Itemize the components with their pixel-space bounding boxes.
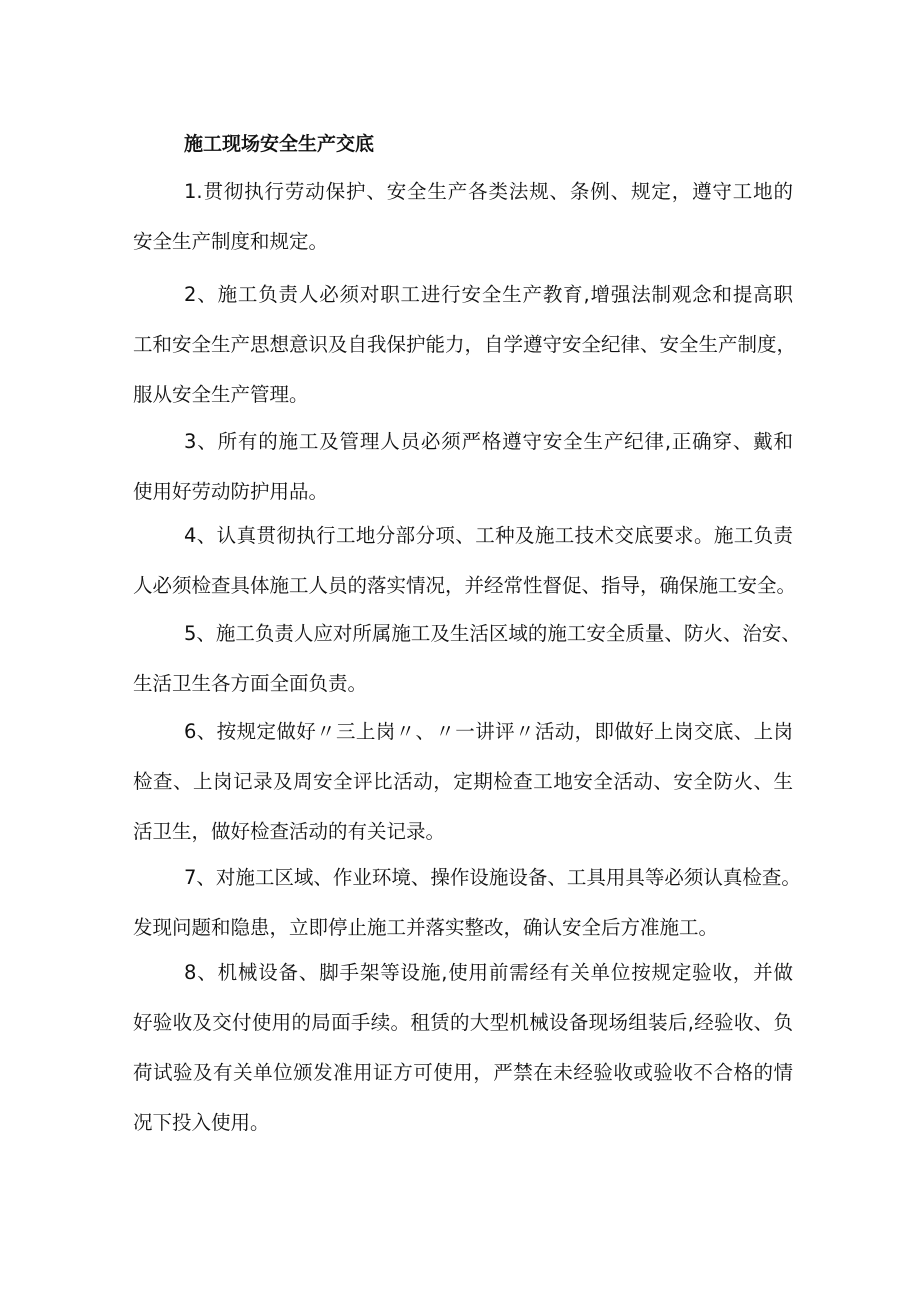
paragraph-line: 使用好劳动防护用品。 (133, 480, 329, 503)
paragraph-4 (133, 511, 797, 611)
paragraph-line: 生活卫生各方面全面负责。 (133, 672, 368, 695)
paragraph-1 (133, 167, 793, 267)
paragraph-7 (133, 853, 801, 953)
paragraph-2 (133, 270, 797, 420)
paragraph-line: 6、按规定做好〃三上岗〃、〃一讲评〃活动，即做好上岗交底、上岗 (184, 720, 793, 743)
paragraph-line: 7、对施工区域、作业环境、操作设施设备、工具用具等必须认真检查。 (184, 866, 801, 889)
paragraph-line: 人必须检查具体施工人员的落实情况，并经常性督促、指导，确保施工安全。 (133, 574, 797, 597)
paragraph-line: 2、施工负责人必须对职工进行安全生产教育,增强法制观念和提高职 (184, 283, 793, 306)
paragraph-line: 服从安全生产管理。 (133, 383, 309, 406)
paragraph-line: 工和安全生产思想意识及自我保护能力，自学遵守安全纪律、安全生产制度， (133, 333, 797, 356)
paragraph-5 (133, 609, 801, 709)
paragraph-line: 8、机械设备、脚手架等设施,使用前需经有关单位按规定验收，并做 (184, 961, 793, 984)
paragraph-line: 安全生产制度和规定。 (133, 230, 329, 253)
paragraph-6 (133, 707, 793, 857)
paragraph-line: 5、施工负责人应对所属施工及生活区域的施工安全质量、防火、治安、 (184, 622, 801, 645)
paragraph-8 (133, 948, 793, 1148)
paragraph-line: 检查、上岗记录及周安全评比活动，定期检查工地安全活动、安全防火、生 (133, 770, 793, 793)
paragraph-line: 3、所有的施工及管理人员必须严格遵守安全生产纪律,正确穿、戴和 (184, 430, 793, 453)
document-title: 施工现场安全生产交底 (184, 133, 375, 155)
paragraph-3 (133, 417, 793, 517)
paragraph-line: 荷试验及有关单位颁发准用证方可使用，严禁在未经验收或验收不合格的情 (133, 1061, 793, 1084)
paragraph-line: 发现问题和隐患，立即停止施工并落实整改，确认安全后方准施工。 (133, 916, 719, 939)
paragraph-line: 4、认真贯彻执行工地分部分项、工种及施工技术交底要求。施工负责 (184, 524, 793, 547)
paragraph-line: 1.贯彻执行劳动保护、安全生产各类法规、条例、规定，遵守工地的 (184, 180, 793, 203)
paragraph-line: 况下投入使用。 (133, 1111, 270, 1134)
paragraph-line: 活卫生，做好检查活动的有关记录。 (133, 820, 446, 843)
paragraph-line: 好验收及交付使用的局面手续。租赁的大型机械设备现场组装后,经验收、负 (133, 1011, 793, 1034)
